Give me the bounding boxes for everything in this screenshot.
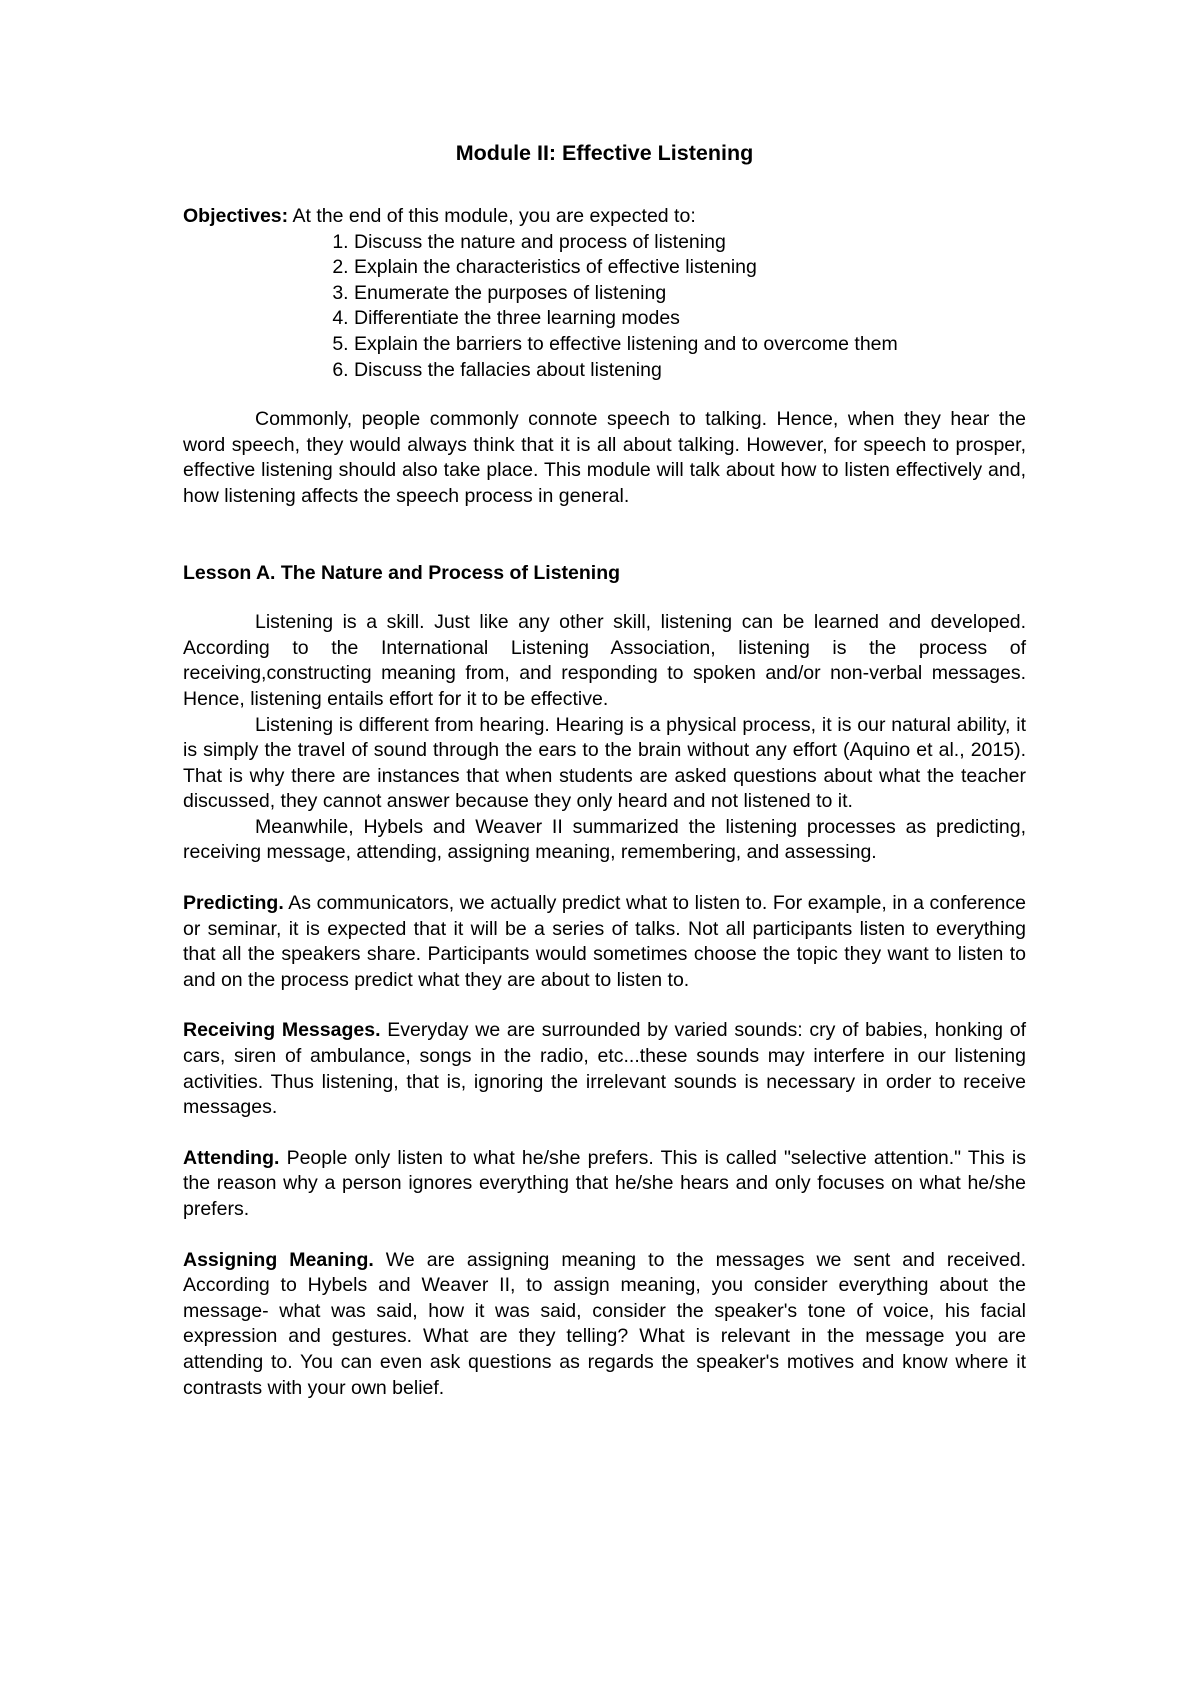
objectives-intro bbox=[183, 204, 1026, 230]
objective-item: 6. Discuss the fallacies about listening bbox=[354, 358, 1026, 384]
process-text: Everyday we are surrounded by varied sounds: cry of babies, honking of cars, siren of ambulance, songs in the radio, etc...these sounds may interfere in our listening activities. Thus listening, that is, ignoring the irrelevant sounds is necessary in order to receive messages. bbox=[183, 1019, 1026, 1119]
process-term: Receiving Messages. bbox=[183, 1019, 381, 1042]
process-text: People only listen to what he/she prefers. This is called "selective attention." This is the reason why a person ignores everything that he/she hears and only focuses on what he/she prefers. bbox=[183, 1146, 1026, 1220]
document-page bbox=[183, 140, 1026, 1401]
process-text: As communicators, we actually predict what to listen to. For example, in a conference or seminar, it is expected that it will be a series of talks. Not all participants listen to everything that all the speakers share. Participants would sometimes choose the topic they want to listen to and on the process predict what they are about to listen to. bbox=[183, 892, 1026, 991]
lesson-paragraph: Meanwhile, Hybels and Weaver II summarized the listening processes as predicting, receiving message, attending, assigning meaning, remembering, and assessing. bbox=[183, 815, 1026, 864]
page-title: Module II: Effective Listening bbox=[455, 141, 754, 165]
process-predicting bbox=[183, 891, 1026, 993]
objective-item: 4. Differentiate the three learning modes bbox=[354, 306, 1026, 332]
objective-item: 1. Discuss the nature and process of listening bbox=[354, 230, 1026, 256]
objectives-label: Objectives: bbox=[183, 205, 289, 227]
lesson-paragraph: Listening is different from hearing. Hearing is a physical process, it is our natural ability, it is simply the travel of sound through the ears to the brain without any effort (Aquino et al., 2015). That is why there are instances that when students are asked questions about what the teacher discussed, they cannot answer because they only heard and not listened to it. bbox=[183, 713, 1026, 813]
objective-item: 5. Explain the barriers to effective listening and to overcome them bbox=[354, 332, 1026, 358]
process-term: Assigning Meaning. bbox=[183, 1248, 374, 1271]
objectives-list bbox=[183, 230, 1026, 384]
process-term: Attending. bbox=[183, 1146, 280, 1169]
lesson-a-heading: Lesson A. The Nature and Process of Listening bbox=[183, 561, 621, 584]
process-text: We are assigning meaning to the messages we sent and received. According to Hybels and Weaver II, to assign meaning, you consider everything about the message- what was said, how it was said, consider the speaker's tone of voice, his facial expression and gestures. What are they telling? What is relevant in the message you are attending to. You can even ask questions as regards the speaker's motives and know where it contrasts with your own belief. bbox=[183, 1248, 1026, 1399]
lesson-paragraph: Listening is a skill. Just like any other skill, listening can be learned and developed. According to the International Listening Association, listening is the process of receiving,constructing meaning from, and responding to spoken and/or non-verbal messages. Hence, listening entails effort for it to be effective. bbox=[183, 611, 1026, 710]
objective-item: 3. Enumerate the purposes of listening bbox=[354, 281, 1026, 307]
process-term: Predicting. bbox=[183, 892, 284, 915]
process-receiving-messages bbox=[183, 1018, 1026, 1120]
objectives-intro-text: At the end of this module, you are expected to: bbox=[288, 205, 696, 227]
intro-paragraph: Commonly, people commonly connote speech to talking. Hence, when they hear the word speech, they would always think that it is all about talking. However, for speech to prosper, effective listening should also take place. This module will talk about how to listen effectively and, how listening affects the speech process in general. bbox=[183, 408, 1026, 507]
process-attending bbox=[183, 1146, 1026, 1223]
objective-item: 2. Explain the characteristics of effective listening bbox=[354, 255, 1026, 281]
process-assigning-meaning bbox=[183, 1248, 1026, 1402]
